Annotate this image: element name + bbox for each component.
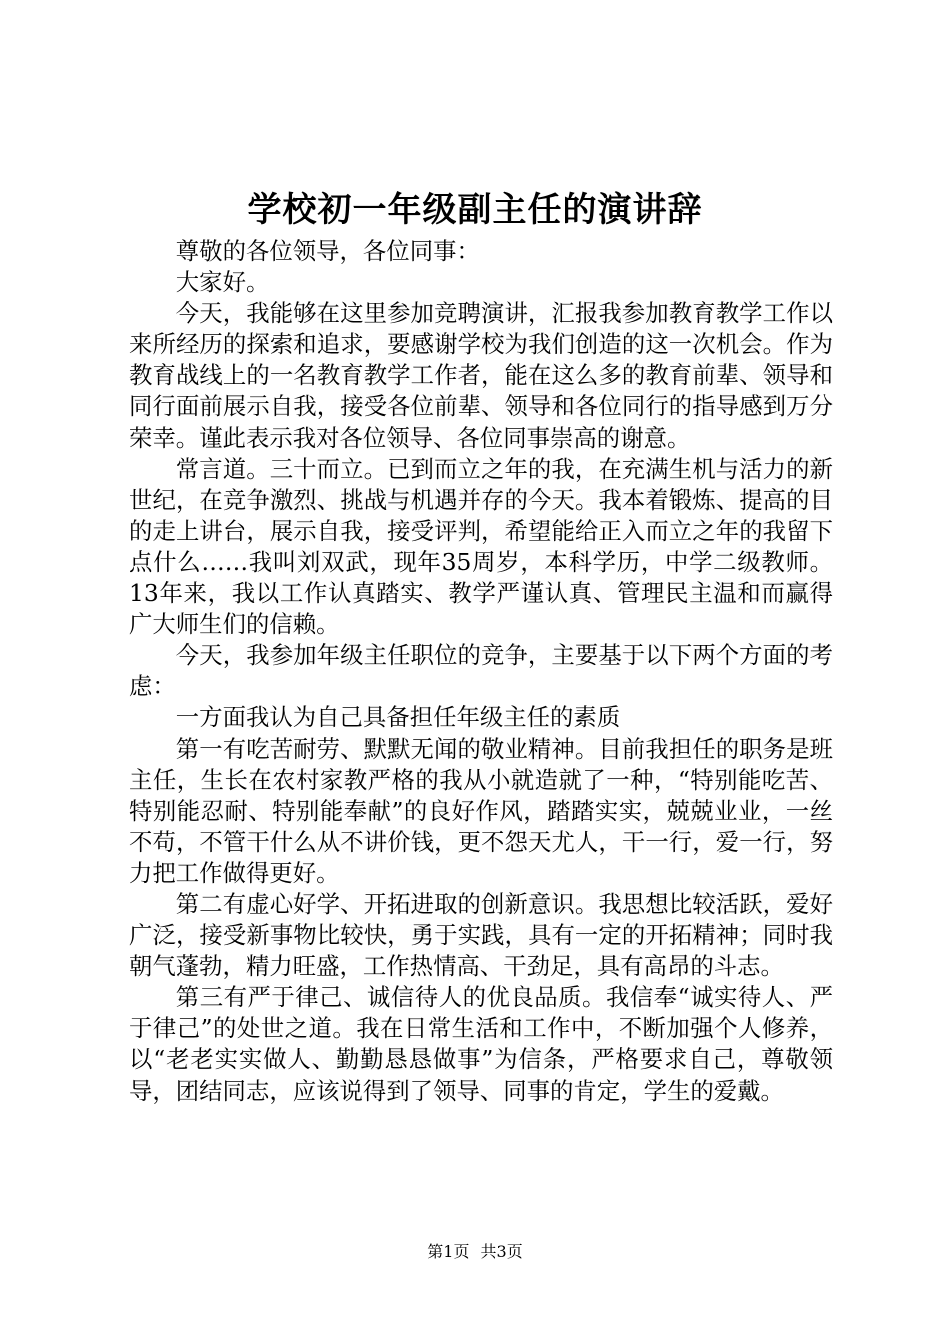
body-paragraph: 第一有吃苦耐劳、默默无闻的敬业精神。目前我担任的职务是班主任，生长在农村家教严格的我从小就造就了一种，“特别能吃苦、特别能忍耐、特别能奉献”的良好作风，踏踏实实，兢兢业业，一丝不苟，不管干什么从不讲价钱，更不怨天尤人，干一行，爱一行，努力把工作做得更好。 bbox=[129, 734, 833, 887]
salutation-paragraph: 大家好。 bbox=[175, 268, 270, 297]
body-paragraph: 第二有虚心好学、开拓进取的创新意识。我思想比较活跃，爱好广泛，接受新事物比较快，勇于实践，具有一定的开拓精神；同时我朝气蓬勃，精力旺盛，工作热情高、干劲足，具有高昂的斗志。 bbox=[129, 889, 833, 981]
page-number-footer: 第1页 共3页 bbox=[427, 1242, 523, 1261]
body-paragraph: 今天，我能够在这里参加竞聘演讲，汇报我参加教育教学工作以来所经历的探索和追求，要感谢学校为我们创造的这一次机会。作为教育战线上的一名教育教学工作者，能在这么多的教育前辈、领导和同行面前展示自我，接受各位前辈、领导和各位同行的指导感到万分荣幸。谨此表示我对各位领导、各位同事崇高的谢意。 bbox=[129, 299, 833, 452]
greeting-paragraph: 尊敬的各位领导，各位同事： bbox=[175, 237, 480, 265]
body-paragraph: 第三有严于律己、诚信待人的优良品质。我信奉“诚实待人、严于律己”的处世之道。我在日常生活和工作中，不断加强个人修养，以“老老实实做人、勤勤恳恳做事”为信条，严格要求自己，尊敬领导，团结同志，应该说得到了领导、同事的肯定，学生的爱戴。 bbox=[129, 983, 833, 1105]
document-body bbox=[129, 236, 833, 1107]
section-heading: 一方面我认为自己具备担任年级主任的素质 bbox=[175, 703, 621, 732]
body-paragraph: 今天，我参加年级主任职位的竞争，主要基于以下两个方面的考虑： bbox=[129, 641, 833, 701]
body-paragraph: 常言道。三十而立。已到而立之年的我，在充满生机与活力的新世纪，在竞争激烈、挑战与机遇并存的今天。我本着锻炼、提高的目的走上讲台，展示自我，接受评判，希望能给正入而立之年的我留下点什么……我叫刘双武，现年35周岁，本科学历，中学二级教师。13年来，我以工作认真踏实、教学严谨认真、管理民主温和而赢得广大师生们的信赖。 bbox=[129, 454, 833, 639]
document-title: 学校初一年级副主任的演讲辞 bbox=[247, 190, 703, 230]
